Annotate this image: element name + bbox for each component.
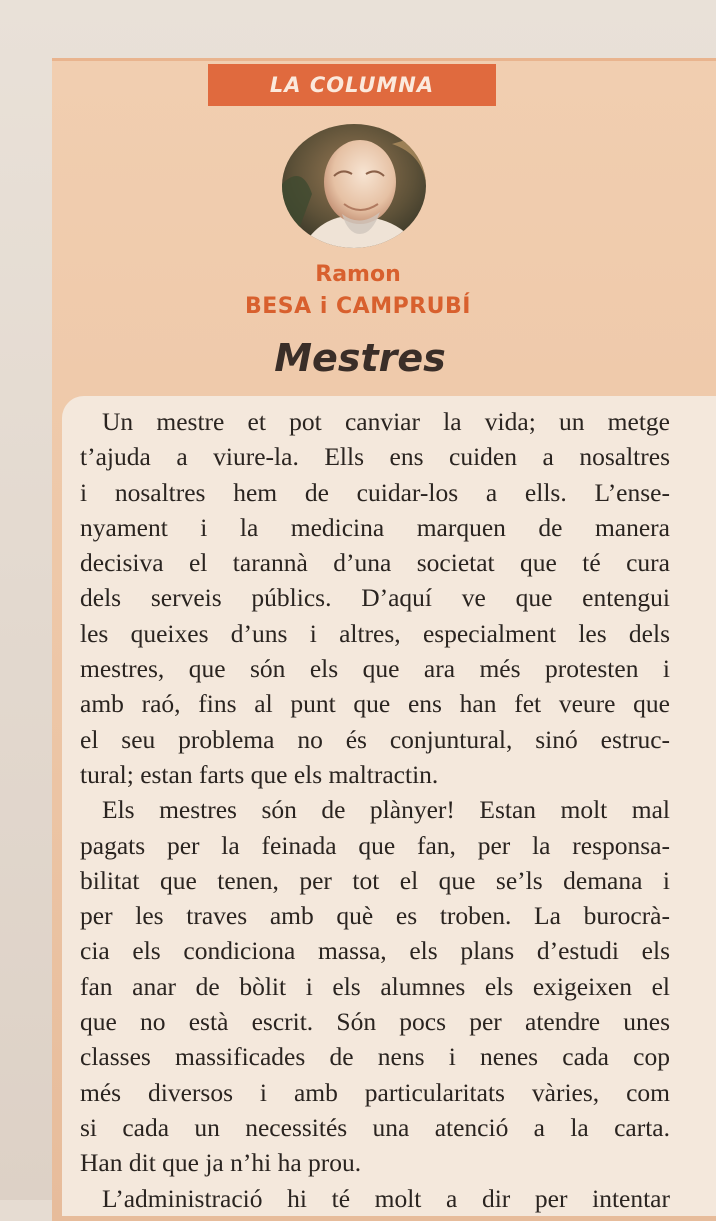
body-line: Els mestres són de plànyer! Estan molt mal (102, 795, 670, 825)
body-line: pagats per la feinada que fan, per la responsa- (80, 830, 670, 860)
body-line: Un mestre et pot canviar la vida; un metge (102, 407, 670, 436)
body-line: cia els condiciona massa, els plans d’estudi els (80, 936, 670, 966)
body-line: bilitat que tenen, per tot el que se’ls demana i (80, 865, 670, 895)
body-line: dels serveis públics. D’aquí ve que entengui (80, 583, 670, 613)
body-line: el seu problema no és conjuntural, sinó estruc- (80, 724, 670, 754)
body-line: les queixes d’uns i altres, especialment les dels (80, 618, 670, 648)
body-line: L’administració hi té molt a dir per intentar (102, 1183, 670, 1213)
author-photo (282, 124, 426, 248)
body-line: Han dit que ja n’hi ha prou. (80, 1148, 362, 1178)
body-line: tural; estan farts que els maltractin. (80, 759, 439, 789)
body-line: amb raó, fins al punt que ens han fet veure que (80, 689, 670, 719)
body-line: fan anar de bòlit i els alumnes els exigeixen el (80, 971, 670, 1001)
author-last-name: BESA i CAMPRUBÍ (245, 294, 471, 319)
body-line: nyament i la medicina marquen de manera (80, 512, 670, 542)
body-line: si cada un necessités una atenció a la carta. (80, 1112, 670, 1142)
body-line: mestres, que són els que ara més protesten i (80, 654, 670, 684)
author-first-name: Ramon (315, 262, 401, 287)
article-body (80, 404, 670, 1216)
body-line: i nosaltres hem de cuidar-los a ells. L’ense- (80, 477, 670, 507)
body-line: decisiva el tarannà d’una societat que té cura (80, 548, 670, 578)
body-line: que no està escrit. Són pocs per atendre unes (80, 1007, 670, 1037)
body-line: més diversos i amb particularitats vàries, com (80, 1077, 670, 1107)
author-portrait-icon (282, 124, 426, 248)
article-title: Mestres (274, 336, 446, 380)
section-label: LA COLUMNA (208, 64, 496, 106)
body-line: classes massificades de nens i nenes cada cop (80, 1042, 670, 1072)
body-line: t’ajuda a viure-la. Ells ens cuiden a nosaltres (80, 442, 670, 472)
body-line: per les traves amb què es troben. La burocrà- (80, 901, 670, 931)
